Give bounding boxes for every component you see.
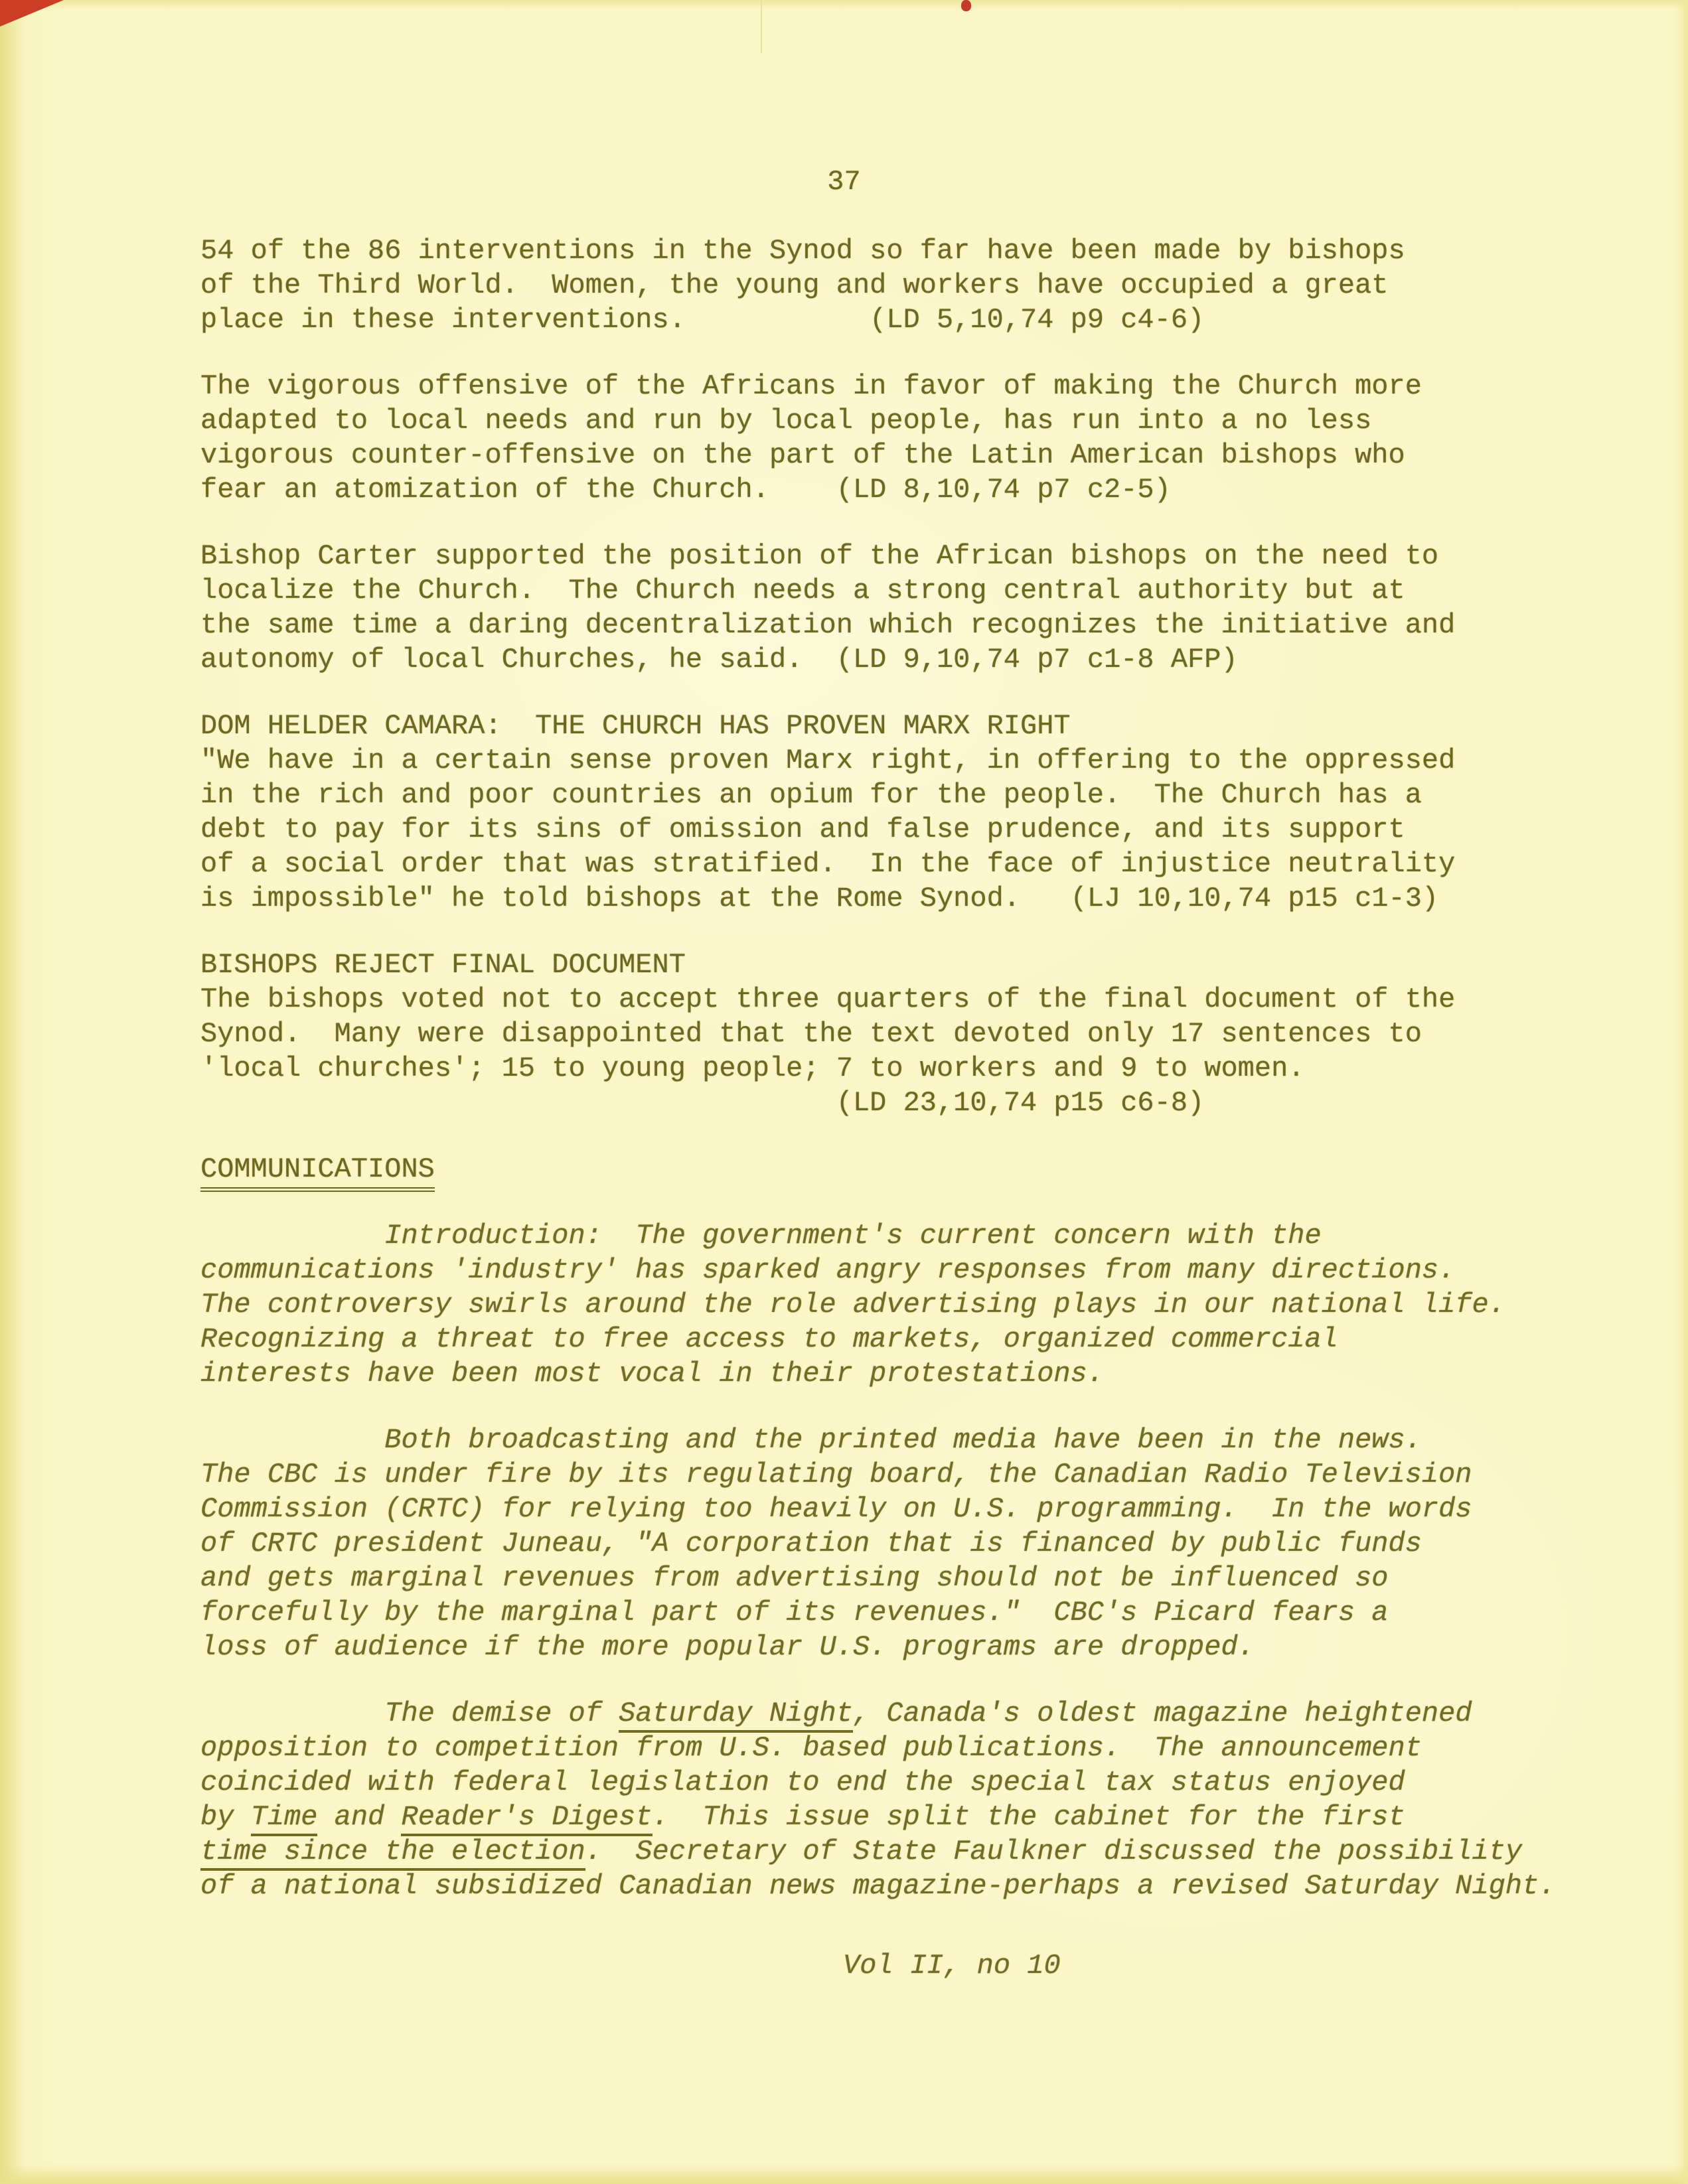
page-right-edge-shadow	[1675, 0, 1688, 2184]
text-line: of a social order that was stratified. In the face of injustice neutrality	[200, 848, 1456, 880]
text-segment: by	[200, 1801, 251, 1833]
text-line: forcefully by the marginal part of its revenues." CBC's Picard fears a	[200, 1597, 1389, 1629]
section-bishops-reject	[200, 948, 1568, 1120]
text-line: The CBC is under fire by its regulating board, the Canadian Radio Television	[200, 1459, 1472, 1491]
text-line: Bishop Carter supported the position of the African bishops on the need to	[200, 540, 1439, 572]
text-line: adapted to local needs and run by local people, has run into a no less	[200, 405, 1372, 437]
text-line: of a national subsidized Canadian news magazine-perhaps a revised Saturday Night.	[200, 1870, 1556, 1902]
text-segment: , Canada's oldest magazine heightened	[852, 1698, 1472, 1729]
text-line: fear an atomization of the Church. (LD 8,10,74 p7 c2-5)	[200, 474, 1171, 506]
text-line: communications 'industry' has sparked angry responses from many directions.	[200, 1254, 1456, 1286]
text-line: loss of audience if the more popular U.S. programs are dropped.	[200, 1631, 1255, 1663]
underlined-magazine-title: Time	[251, 1801, 318, 1836]
paragraph-african-offensive	[200, 369, 1568, 507]
paragraph-saturday-night	[200, 1696, 1568, 1903]
text-line: Synod. Many were disappointed that the text devoted only 17 sentences to	[200, 1018, 1422, 1050]
text-line: "We have in a certain sense proven Marx right, in offering to the oppressed	[200, 745, 1456, 776]
text-line: in the rich and poor countries an opium for the people. The Church has a	[200, 779, 1422, 811]
page-top-edge-shadow	[0, 0, 1688, 9]
text-line	[200, 1834, 1568, 1869]
paragraph-communications-intro	[200, 1218, 1568, 1391]
text-line: 'local churches'; 15 to young people; 7 to workers and 9 to women.	[200, 1053, 1305, 1084]
text-segment: and	[317, 1801, 402, 1833]
underlined-magazine-title: Reader's Digest	[401, 1801, 652, 1836]
section-heading-bishops-reject: BISHOPS REJECT FINAL DOCUMENT	[200, 949, 686, 981]
document-body	[200, 234, 1568, 1935]
paragraph-broadcasting	[200, 1423, 1568, 1664]
text-segment: . Secretary of State Faulkner discussed the possibility	[585, 1836, 1523, 1867]
page-left-edge-shadow	[0, 0, 25, 2184]
text-line: localize the Church. The Church needs a strong central authority but at	[200, 575, 1405, 607]
text-line: Commission (CRTC) for relying too heavily on U.S. programming. In the words	[200, 1493, 1472, 1525]
red-corner-mark	[0, 0, 64, 27]
text-line: and gets marginal revenues from advertising should not be influenced so	[200, 1562, 1389, 1594]
text-line: interests have been most vocal in their protestations.	[200, 1358, 1105, 1390]
text-line: The bishops voted not to accept three quarters of the final document of the	[200, 983, 1456, 1015]
text-line: The vigorous offensive of the Africans in favor of making the Church more	[200, 370, 1422, 402]
text-line	[200, 1696, 1568, 1731]
text-line: of the Third World. Women, the young and workers have occupied a great	[200, 269, 1389, 301]
underlined-heading-text: COMMUNICATIONS	[200, 1153, 435, 1192]
text-line: of CRTC president Juneau, "A corporation that is financed by public funds	[200, 1528, 1422, 1560]
red-speck	[961, 0, 971, 11]
text-line	[200, 1800, 1568, 1834]
section-heading-communications-block	[200, 1152, 1568, 1187]
text-line: the same time a daring decentralization which recognizes the initiative and	[200, 609, 1456, 641]
text-line: autonomy of local Churches, he said. (LD 9,10,74 p7 c1-8 AFP)	[200, 644, 1238, 676]
text-segment: The demise of	[200, 1698, 619, 1729]
text-line: opposition to competition from U.S. based publications. The announcement	[200, 1732, 1422, 1764]
text-line: Introduction: The government's current concern with the	[200, 1220, 1322, 1252]
citation-line: (LD 23,10,74 p15 c6-8)	[200, 1087, 1205, 1119]
text-line: Recognizing a threat to free access to markets, organized commercial	[200, 1323, 1338, 1355]
text-line: is impossible" he told bishops at the Rome Synod. (LJ 10,10,74 p15 c1-3)	[200, 883, 1439, 914]
section-heading-dom-helder-camara: DOM HELDER CAMARA: THE CHURCH HAS PROVEN MARX RIGHT	[200, 710, 1071, 742]
text-line: place in these interventions. (LD 5,10,74 p9 c4-6)	[200, 304, 1205, 336]
text-segment: . This issue split the cabinet for the first	[652, 1801, 1405, 1833]
paragraph-bishop-carter	[200, 539, 1568, 677]
paragraph-synod-interventions	[200, 234, 1568, 337]
text-line: 54 of the 86 interventions in the Synod so far have been made by bishops	[200, 235, 1405, 267]
section-camara	[200, 709, 1568, 916]
text-line: vigorous counter-offensive on the part of the Latin American bishops who	[200, 439, 1405, 471]
paper-crease	[761, 0, 762, 53]
text-line: Both broadcasting and the printed media have been in the news.	[200, 1424, 1422, 1456]
text-line: The controversy swirls around the role advertising plays in our national life.	[200, 1289, 1505, 1321]
volume-footer: Vol II, no 10	[843, 1950, 1061, 1982]
section-heading-communications	[200, 1152, 1568, 1187]
text-line: coincided with federal legislation to end the special tax status enjoyed	[200, 1767, 1405, 1798]
page-bottom-edge-shadow	[0, 2164, 1688, 2184]
page-number: 37	[827, 166, 861, 198]
underlined-magazine-title: Saturday Night	[619, 1698, 853, 1733]
underlined-phrase: time since the election	[200, 1836, 585, 1871]
text-line: debt to pay for its sins of omission and false prudence, and its support	[200, 814, 1405, 845]
